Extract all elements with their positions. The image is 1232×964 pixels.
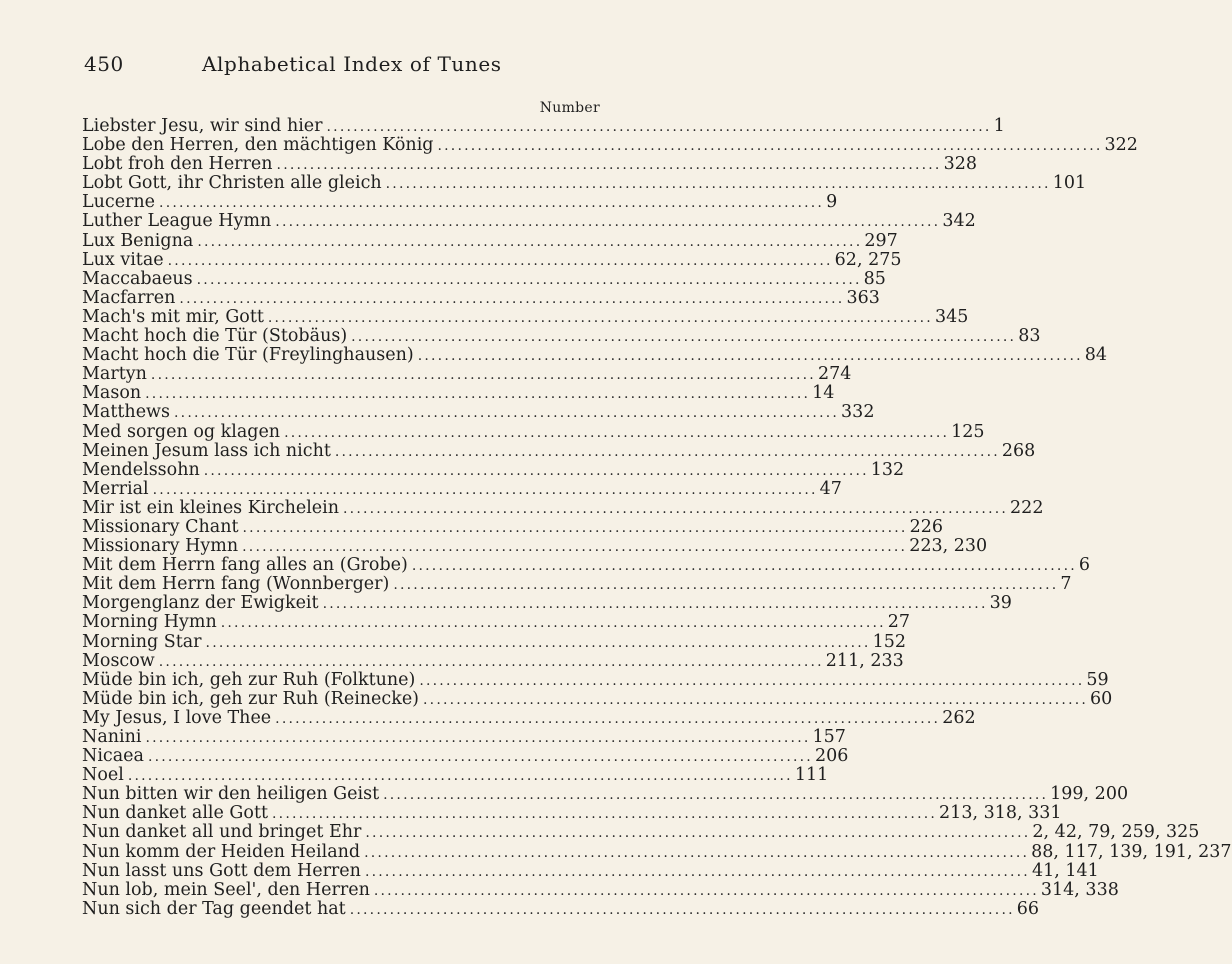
hymn-number: 9 [826,192,838,213]
index-entry [82,612,911,633]
hymn-number: 274 [817,364,852,385]
index-entry [82,268,886,289]
dot-leader: .................................................................................................... [220,615,886,632]
hymn-number: 47 [819,478,842,499]
hymn-number: 27 [887,612,911,633]
hymn-number: 262 [942,707,976,728]
index-entry [82,516,943,537]
hymn-number: 7 [1060,574,1072,595]
dot-leader: .................................................................................................... [272,806,938,823]
hymn-number: 1 [993,116,1005,136]
hymn-number: 2, 42, 79, 259, 325 [1032,822,1200,843]
tune-name: Missionary Chant [82,516,239,537]
index-entry [82,440,1036,461]
dot-leader: .................................................................................................... [437,138,1103,155]
dot-leader: .................................................................................................... [393,577,1059,594]
tune-name: Lobe den Herren, den mächtigen König [82,135,434,156]
index-entry [82,879,1119,900]
index-entry [82,688,1113,709]
tune-name: Liebster Jesu, wir sind hier [82,116,323,136]
hymn-number: 14 [812,383,835,404]
hymn-number: 125 [951,421,985,442]
dot-leader: .................................................................................................... [167,252,833,269]
index-entry [82,345,1108,366]
dot-leader: .................................................................................................... [267,309,933,326]
hymn-number: 342 [942,211,976,232]
hymn-number: 328 [943,154,977,175]
tune-name: Mit dem Herrn fang (Wonnberger) [82,574,390,595]
tune-name: Nun danket alle Gott [82,803,269,824]
dot-leader: .................................................................................................... [275,710,941,727]
dot-leader: .................................................................................................... [203,462,869,479]
tune-name: Müde bin ich, geh zur Ruh (Folktune) [82,669,416,690]
dot-leader: .................................................................................................... [242,519,908,536]
hymn-number: 314, 338 [1040,879,1119,900]
page-header [84,52,604,80]
hymn-number: 206 [814,746,849,767]
hymn-number: 268 [1001,440,1036,461]
tune-name: Maccabaeus [82,268,193,289]
index-entry [82,669,1109,690]
hymn-number: 157 [812,727,846,747]
tune-name: Meinen Jesum lass ich nicht [82,440,331,461]
dot-leader: .................................................................................................... [179,290,845,307]
index-entry [82,249,902,270]
dot-leader: .................................................................................................... [334,443,1000,460]
tune-name: Mendelssohn [82,459,200,480]
hymn-number: 213, 318, 331 [939,803,1062,824]
index-entry [82,822,1200,843]
index-entry [82,574,1072,595]
dot-leader: .................................................................................................... [159,195,825,212]
dot-leader: .................................................................................................... [411,558,1077,575]
index-entry [82,841,1232,862]
tune-name: Lobt Gott, ihr Christen alle gleich [82,173,382,194]
tune-name: Matthews [82,402,171,423]
tune-name: Moscow [82,650,155,671]
dot-leader: .................................................................................................... [152,481,818,498]
dot-leader: .................................................................................................... [326,119,992,135]
index-entry [82,383,835,404]
index-entry [82,326,1041,347]
dot-leader: .................................................................................................... [196,271,862,288]
tune-name: Macfarren [82,287,176,308]
dot-leader: .................................................................................................... [364,844,1030,861]
dot-leader: .................................................................................................... [127,768,793,785]
dot-leader: .................................................................................................... [158,653,824,670]
tune-name: Nun danket all und bringet Ehr [82,822,362,843]
index-entry [82,478,842,499]
hymn-number: 101 [1052,173,1087,194]
page-number: 450 [84,52,124,76]
hymn-number: 363 [846,287,880,308]
hymn-number: 41, 141 [1031,860,1099,881]
tune-name: Mach's mit mir, Gott [82,306,264,327]
tune-name: Nun lasst uns Gott dem Herren [82,860,361,881]
hymn-number: 223, 230 [909,536,988,557]
index-entry [82,192,838,213]
tune-name: Merrial [82,478,149,499]
index-entry [82,459,905,480]
hymn-number: 84 [1084,345,1108,366]
index-entry [82,116,1005,136]
index-entry [82,650,904,671]
tune-name: Nicaea [82,746,144,767]
tune-name: Morning Hymn [82,612,217,633]
index-entry [82,593,1012,614]
hymn-number: 59 [1086,669,1109,690]
tune-name: My Jesus, I love Thee [82,707,272,728]
hymn-number: 345 [934,306,969,327]
hymn-number: 60 [1090,688,1113,709]
hymn-number: 226 [909,516,943,537]
dot-leader: .................................................................................................... [364,863,1030,880]
tune-name: Lucerne [82,192,156,213]
hymn-number: 39 [989,593,1012,614]
hymn-number: 297 [864,230,898,251]
dot-leader: .................................................................................................... [276,157,942,174]
dot-leader: .................................................................................................... [383,787,1049,804]
index-entry [82,230,898,251]
index-entry [82,306,969,327]
dot-leader: .................................................................................................... [365,825,1031,842]
hymn-number: 83 [1018,326,1041,347]
tune-name: Nun lob, mein Seel', den Herren [82,879,370,900]
index-entry [82,536,988,557]
number-column-heading: Number [539,100,600,116]
index-entry [82,707,976,728]
tune-name: Macht hoch die Tür (Stobäus) [82,326,348,347]
dot-leader: .................................................................................................... [242,539,908,556]
index-entry [82,784,1129,805]
index-entry [82,173,1087,194]
tune-name: Nun bitten wir den heiligen Geist [82,784,380,805]
tune-name: Lobt froh den Herren [82,154,273,175]
dot-leader: .................................................................................................... [417,348,1083,365]
index-entry [82,803,1062,824]
dot-leader: .................................................................................................... [145,730,811,746]
index-entry [82,364,852,385]
index-entry [82,402,875,423]
dot-leader: .................................................................................................... [385,176,1051,193]
running-title: Alphabetical Index of Tunes [202,52,502,76]
dot-leader: .................................................................................................... [145,386,811,403]
tune-name: Macht hoch die Tür (Freylinghausen) [82,345,414,366]
index-entry [82,746,849,767]
tune-name: Nanini [82,727,142,747]
index-entry [82,135,1138,156]
tune-name: Luther League Hymn [82,211,272,232]
hymn-number: 199, 200 [1050,784,1129,805]
index-entry [82,765,829,786]
dot-leader: .................................................................................................... [147,749,813,766]
dot-leader: .................................................................................................... [423,691,1089,708]
dot-leader: .................................................................................................... [284,424,950,441]
hymn-number: 62, 275 [834,249,902,270]
index-entry [82,154,977,175]
tune-name: Nun komm der Heiden Heiland [82,841,361,862]
index-entry [82,898,1040,919]
hymn-number: 332 [841,402,875,423]
dot-leader: .................................................................................................... [174,405,840,422]
hymn-number: 132 [870,459,905,480]
tune-name: Lux vitae [82,249,164,270]
dot-leader: .................................................................................................... [150,367,816,384]
tune-name: Mir ist ein kleines Kirchelein [82,497,340,518]
hymn-number: 66 [1016,898,1040,919]
dot-leader: .................................................................................................... [419,672,1085,689]
hymn-number: 222 [1010,497,1044,518]
hymn-number: 85 [863,268,886,289]
dot-leader: .................................................................................................... [275,214,941,231]
index-entry [82,211,976,232]
tune-name: Nun sich der Tag geendet hat [82,898,346,919]
dot-leader: .................................................................................................... [205,634,871,651]
index-entry [82,631,906,652]
tune-name: Müde bin ich, geh zur Ruh (Reinecke) [82,688,420,709]
hymn-number: 88, 117, 139, 191, 237 [1031,841,1232,862]
tune-name: Missionary Hymn [82,536,239,557]
index-entry [82,555,1091,576]
dot-leader: .................................................................................................... [351,329,1017,346]
tune-name: Mason [82,383,142,404]
dot-leader: .................................................................................................... [197,233,863,250]
index-entry [82,421,985,442]
tune-name: Med sorgen og klagen [82,421,281,442]
dot-leader: .................................................................................................... [349,901,1015,918]
dot-leader: .................................................................................................... [322,596,988,613]
tune-name: Morning Star [82,631,202,652]
hymn-number: 111 [794,765,829,786]
dot-leader: .................................................................................................... [373,882,1039,899]
index-entry [82,860,1099,881]
index-entry [82,497,1044,518]
tune-name: Mit dem Herrn fang alles an (Grobe) [82,555,408,576]
index-entry [82,727,846,747]
tune-name: Lux Benigna [82,230,194,251]
tune-name: Noel [82,765,124,786]
tune-name: Martyn [82,364,147,385]
hymn-number: 211, 233 [825,650,904,671]
tune-index-list [82,116,1232,919]
dot-leader: .................................................................................................... [343,500,1009,517]
hymn-number: 322 [1104,135,1138,156]
tune-name: Morgenglanz der Ewigkeit [82,593,319,614]
hymn-number: 6 [1078,555,1091,576]
index-entry [82,287,880,308]
hymn-number: 152 [872,631,906,652]
